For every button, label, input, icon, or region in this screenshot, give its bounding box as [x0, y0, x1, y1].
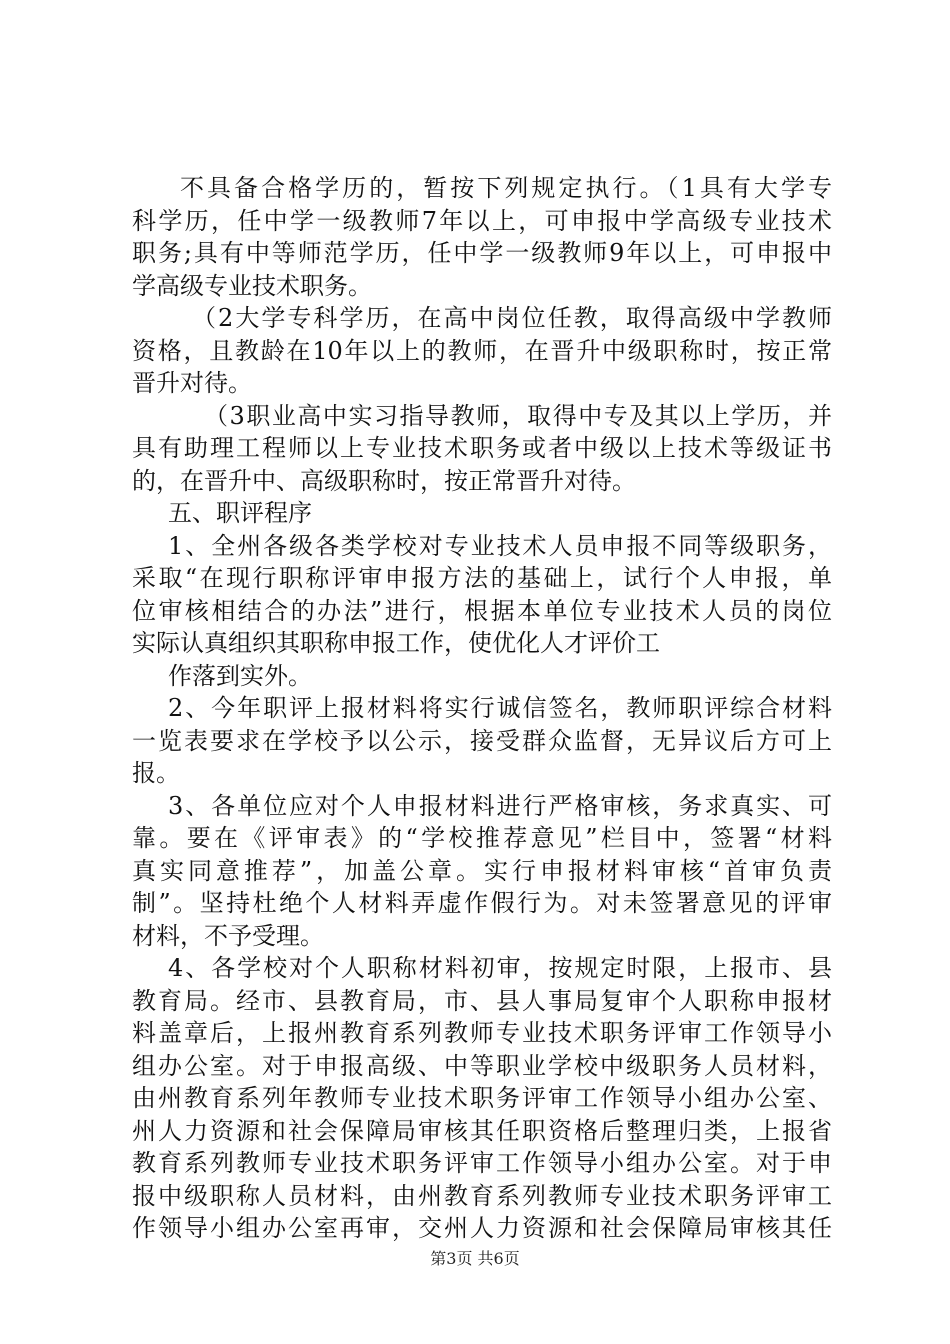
- text-line: 具有助理工程师以上专业技术职务或者中级以上技术等级证书: [132, 434, 832, 462]
- document-body: [132, 172, 832, 1245]
- text-line: 2、今年职评上报材料将实行诚信签名，教师职评综合材料: [168, 694, 832, 722]
- text-line: 4、各学校对个人职称材料初审，按规定时限，上报市、县: [168, 954, 832, 982]
- section-heading: 五、职评程序: [168, 499, 312, 527]
- text-line: 作落到实外。: [168, 661, 312, 690]
- text-line: 职务;具有中等师范学历，任中学一级教师9年以上，可申报中: [132, 239, 832, 267]
- text-line: 靠。要在《评审表》的“学校推荐意见”栏目中，签署“材料: [132, 824, 832, 852]
- text-line: 不具备合格学历的，暂按下列规定执行。（1具有大学专: [180, 174, 832, 202]
- text-line: 报中级职称人员材料，由州教育系列教师专业技术职务评审工: [132, 1181, 832, 1210]
- text-line: 资格，且教龄在10年以上的教师，在晋升中级职称时，按正常: [132, 336, 832, 365]
- text-line: （2大学专科学历，在高中岗位任教，取得高级中学教师: [192, 304, 832, 332]
- text-line: 由州教育系列年教师专业技术职务评审工作领导小组办公室、: [132, 1084, 832, 1112]
- text-line: 州人力资源和社会保障局审核其任职资格后整理归类，上报省: [132, 1116, 832, 1145]
- page-number-footer: 第3页 共6页: [430, 1249, 520, 1268]
- text-line: 实际认真组织其职称申报工作，使优化人才评价工: [132, 629, 660, 657]
- text-line: 制”。坚持杜绝个人材料弄虚作假行为。对未签署意见的评审: [132, 889, 832, 917]
- text-line: 组办公室。对于申报高级、中等职业学校中级职务人员材料，: [132, 1051, 832, 1080]
- text-line: 的，在晋升中、高级职称时，按正常晋升对待。: [132, 466, 636, 495]
- text-line: 报。: [132, 759, 180, 787]
- text-line: 料盖章后，上报州教育系列教师专业技术职务评审工作领导小: [132, 1019, 832, 1047]
- text-line: 晋升对待。: [132, 369, 252, 397]
- text-line: 教育局。经市、县教育局，市、县人事局复审个人职称申报材: [132, 986, 832, 1015]
- text-line: 学高级专业技术职务。: [132, 271, 372, 300]
- text-line: 一览表要求在学校予以公示，接受群众监督，无异议后方可上: [132, 726, 832, 755]
- text-line: 作领导小组办公室再审，交州人力资源和社会保障局审核其任: [132, 1214, 832, 1242]
- text-line: 位审核相结合的办法”进行，根据本单位专业技术人员的岗位: [132, 596, 832, 625]
- text-line: 1、全州各级各类学校对专业技术人员申报不同等级职务，: [168, 531, 832, 560]
- text-line: （3职业高中实习指导教师，取得中专及其以上学历，并: [204, 401, 832, 430]
- text-line: 真实同意推荐”，加盖公章。实行申报材料审核“首审负责: [132, 856, 832, 885]
- text-line: 科学历，任中学一级教师7年以上，可申报中学高级专业技术: [132, 206, 832, 235]
- text-line: 3、各单位应对个人申报材料进行严格审核，务求真实、可: [168, 791, 832, 820]
- text-line: 教育系列教师专业技术职务评审工作领导小组办公室。对于申: [132, 1149, 832, 1177]
- text-line: 采取“在现行职称评审申报方法的基础上，试行个人申报，单: [132, 564, 832, 592]
- text-line: 材料，不予受理。: [132, 921, 324, 950]
